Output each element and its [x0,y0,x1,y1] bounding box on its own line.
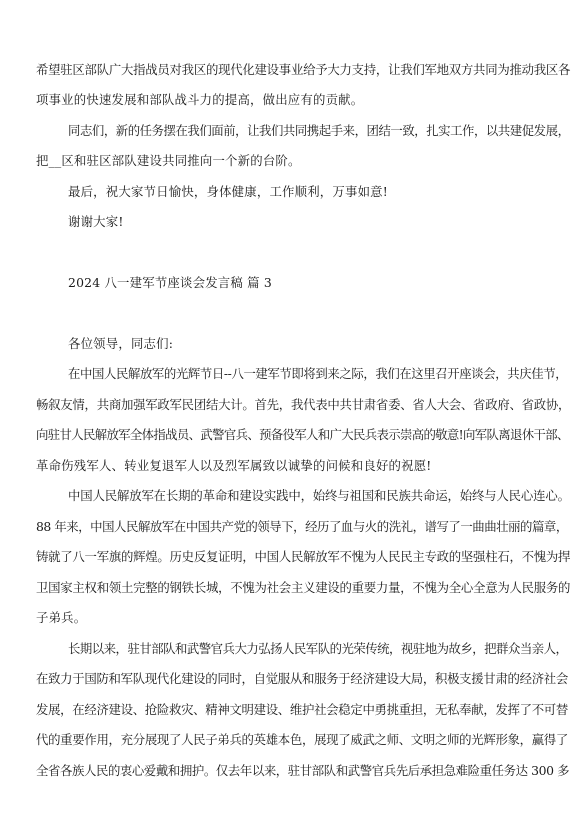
text-line: 项事业的快速发展和部队战斗力的提高，做出应有的贡献。 [36,92,364,107]
text-line: 把__区和驻区部队建设共同推向一个新的台阶。 [36,153,301,168]
text-line: 在中国人民解放军的光辉节日--八一建军节即将到来之际，我们在这里召开座谈会，共庆佳节， [68,366,568,381]
text-line: 88 年来，中国人民解放军在中国共产党的领导下，经历了血与火的洗礼，谱写了一曲曲壮丽的篇章， [36,519,568,534]
text-line: 长期以来，驻甘部队和武警官兵大力弘扬人民军队的光荣传统，视驻地为故乡，把群众当亲人， [68,641,568,656]
text-line: 子弟兵。 [36,610,87,625]
text-line: 发展，在经济建设、抢险救灾、精神文明建设、维护社会稳定中勇挑重担，无私奉献，发挥了不可替 [36,702,568,717]
section-heading: 2024 八一建军节座谈会发言稿 篇 3 [68,275,272,290]
salutation: 各位领导，同志们: [68,336,174,351]
text-line: 铸就了八一军旗的辉煌。历史反复证明，中国人民解放军不愧为人民民主专政的坚强柱石，不愧为捍 [36,549,571,564]
text-line: 中国人民解放军在长期的革命和建设实践中，始终与祖国和民族共命运，始终与人民心连心。 [68,488,570,503]
text-line: 同志们，新的任务摆在我们面前，让我们共同携起手来，团结一致，扎实工作，以共建促发展， [68,123,570,138]
text-line: 最后，祝大家节日愉快，身体健康，工作顺利，万事如意! [68,184,388,199]
text-line: 畅叙友情，共商加强军政军民团结大计。首先，我代表中共甘肃省委、省人大会、省政府、省政协， [36,397,571,412]
text-line: 全省各族人民的衷心爱戴和拥护。仅去年以来，驻甘部队和武警官兵先后承担急难险重任务达 300 多 [36,763,570,778]
text-line: 向驻甘人民解放军全体指战员、武警官兵、预备役军人和广大民兵表示崇高的敬意!向军队离退休干部、 [36,427,569,442]
text-line: 卫国家主权和领土完整的钢铁长城，不愧为社会主义建设的重要力量，不愧为全心全意为人民服务的 [36,580,571,595]
text-line: 在致力于国防和军队现代化建设的同时，自觉服从和服务于经济建设大局，积极支援甘肃的经济社会 [36,671,568,686]
text-line: 谢谢大家! [68,214,124,229]
text-line: 代的重要作用，充分展现了人民子弟兵的英雄本色，展现了威武之师、文明之师的光辉形象，赢得了 [36,732,568,747]
text-line: 革命伤残军人、转业复退军人以及烈军属致以诚挚的问候和良好的祝愿! [36,458,432,473]
text-line: 希望驻区部队广大指战员对我区的现代化建设事业给予大力支持，让我们军地双方共同为推动我区各 [36,62,571,77]
